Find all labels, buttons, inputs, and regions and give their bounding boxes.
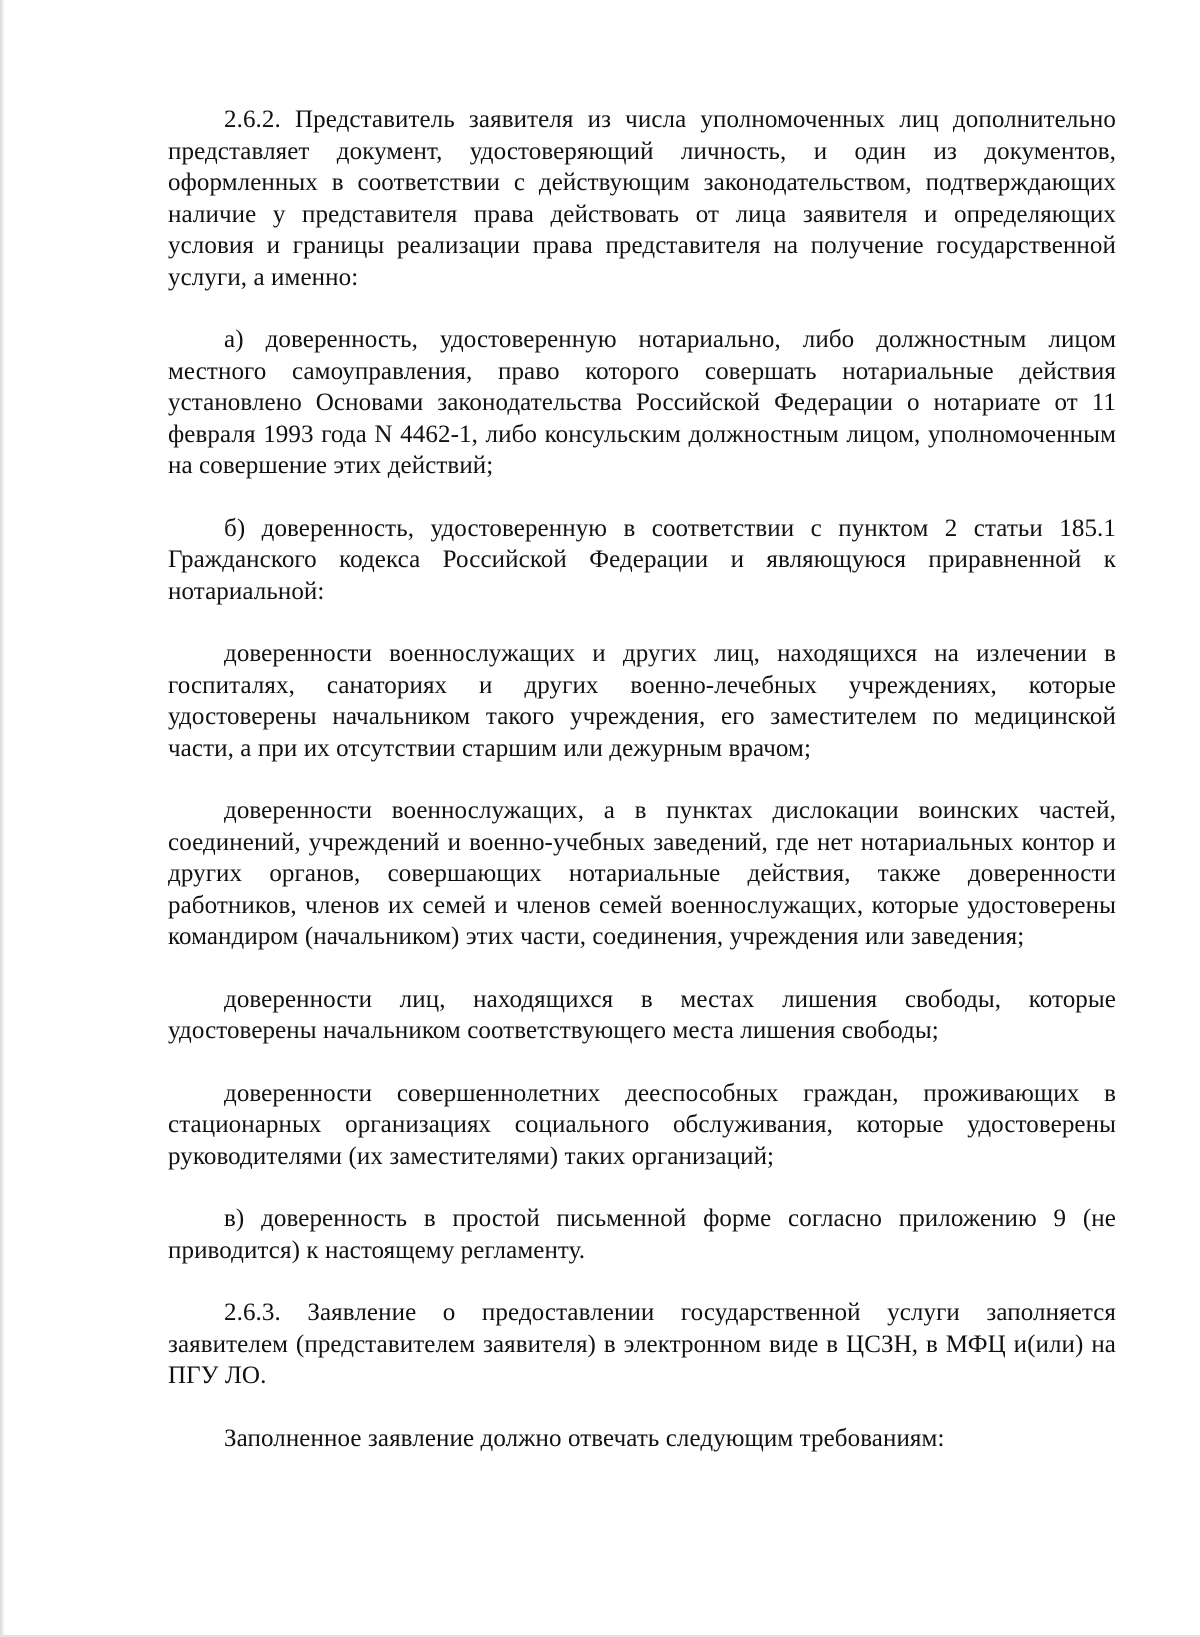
- paragraph-places-of-detention: доверенности лиц, находящихся в местах лишения свободы, которые удостоверены начальником соответствующего места лишения свободы;: [168, 985, 1116, 1044]
- paragraph-requirements: Заполненное заявление должно отвечать следующим требованиям:: [224, 1424, 945, 1452]
- scan-edge: [0, 0, 5, 1637]
- paragraph-social-organizations: доверенности совершеннолетних дееспособных граждан, проживающих в стационарных организациях социального обслуживания, которые удостоверены руководителями (их заместителями) таких организаций;: [168, 1079, 1116, 1170]
- paragraph-item-b: б) доверенность, удостоверенную в соответствии с пунктом 2 статьи 185.1 Гражданского кодекса Российской Федерации и являющуюся приравненной к нотариальной:: [168, 514, 1116, 605]
- document-body: [168, 104, 1116, 1485]
- paragraph-2-6-3: 2.6.3. Заявление о предоставлении государственной услуги заполняется заявителем (представителем заявителя) в электронном виде в ЦСЗН, в МФЦ и(или) на ПГУ ЛО.: [168, 1299, 1116, 1389]
- paragraph-2-6-2: 2.6.2. Представитель заявителя из числа уполномоченных лиц дополнительно представляет документ, удостоверяющий личность, и один из документов, оформленных в соответствии с действующим законодательством, подтверждающих наличие у представителя права действовать от лица заявителя и определяющих условия и границы реализации права представителя на получение государственной услуги, а именно:: [168, 106, 1116, 291]
- paragraph-military-hospitals: доверенности военнослужащих и других лиц, находящихся на излечении в госпиталях, санаториях и других военно-лечебных учреждениях, которые удостоверены начальником такого учреждения, его заместителем по медицинской части, а при их отсутствии старшим или дежурным врачом;: [168, 640, 1116, 762]
- paragraph-item-v: в) доверенность в простой письменной форме согласно приложению 9 (не приводится) к настоящему регламенту.: [168, 1205, 1116, 1264]
- paragraph-military-units: доверенности военнослужащих, а в пунктах дислокации воинских частей, соединений, учреждений и военно-учебных заведений, где нет нотариальных контор и других органов, совершающих нотариальные действия, также доверенности работников, членов их семей и членов семей военнослужащих, которые удостоверены командиром (начальником) этих части, соединения, учреждения или заведения;: [168, 797, 1116, 950]
- paragraph-item-a: а) доверенность, удостоверенную нотариально, либо должностным лицом местного самоуправления, право которого совершать нотариальные действия установлено Основами законодательства Российской Федерации о нотариате от 11 февраля 1993 года N 4462-1, либо консульским должностным лицом, уполномоченным на совершение этих действий;: [168, 326, 1116, 479]
